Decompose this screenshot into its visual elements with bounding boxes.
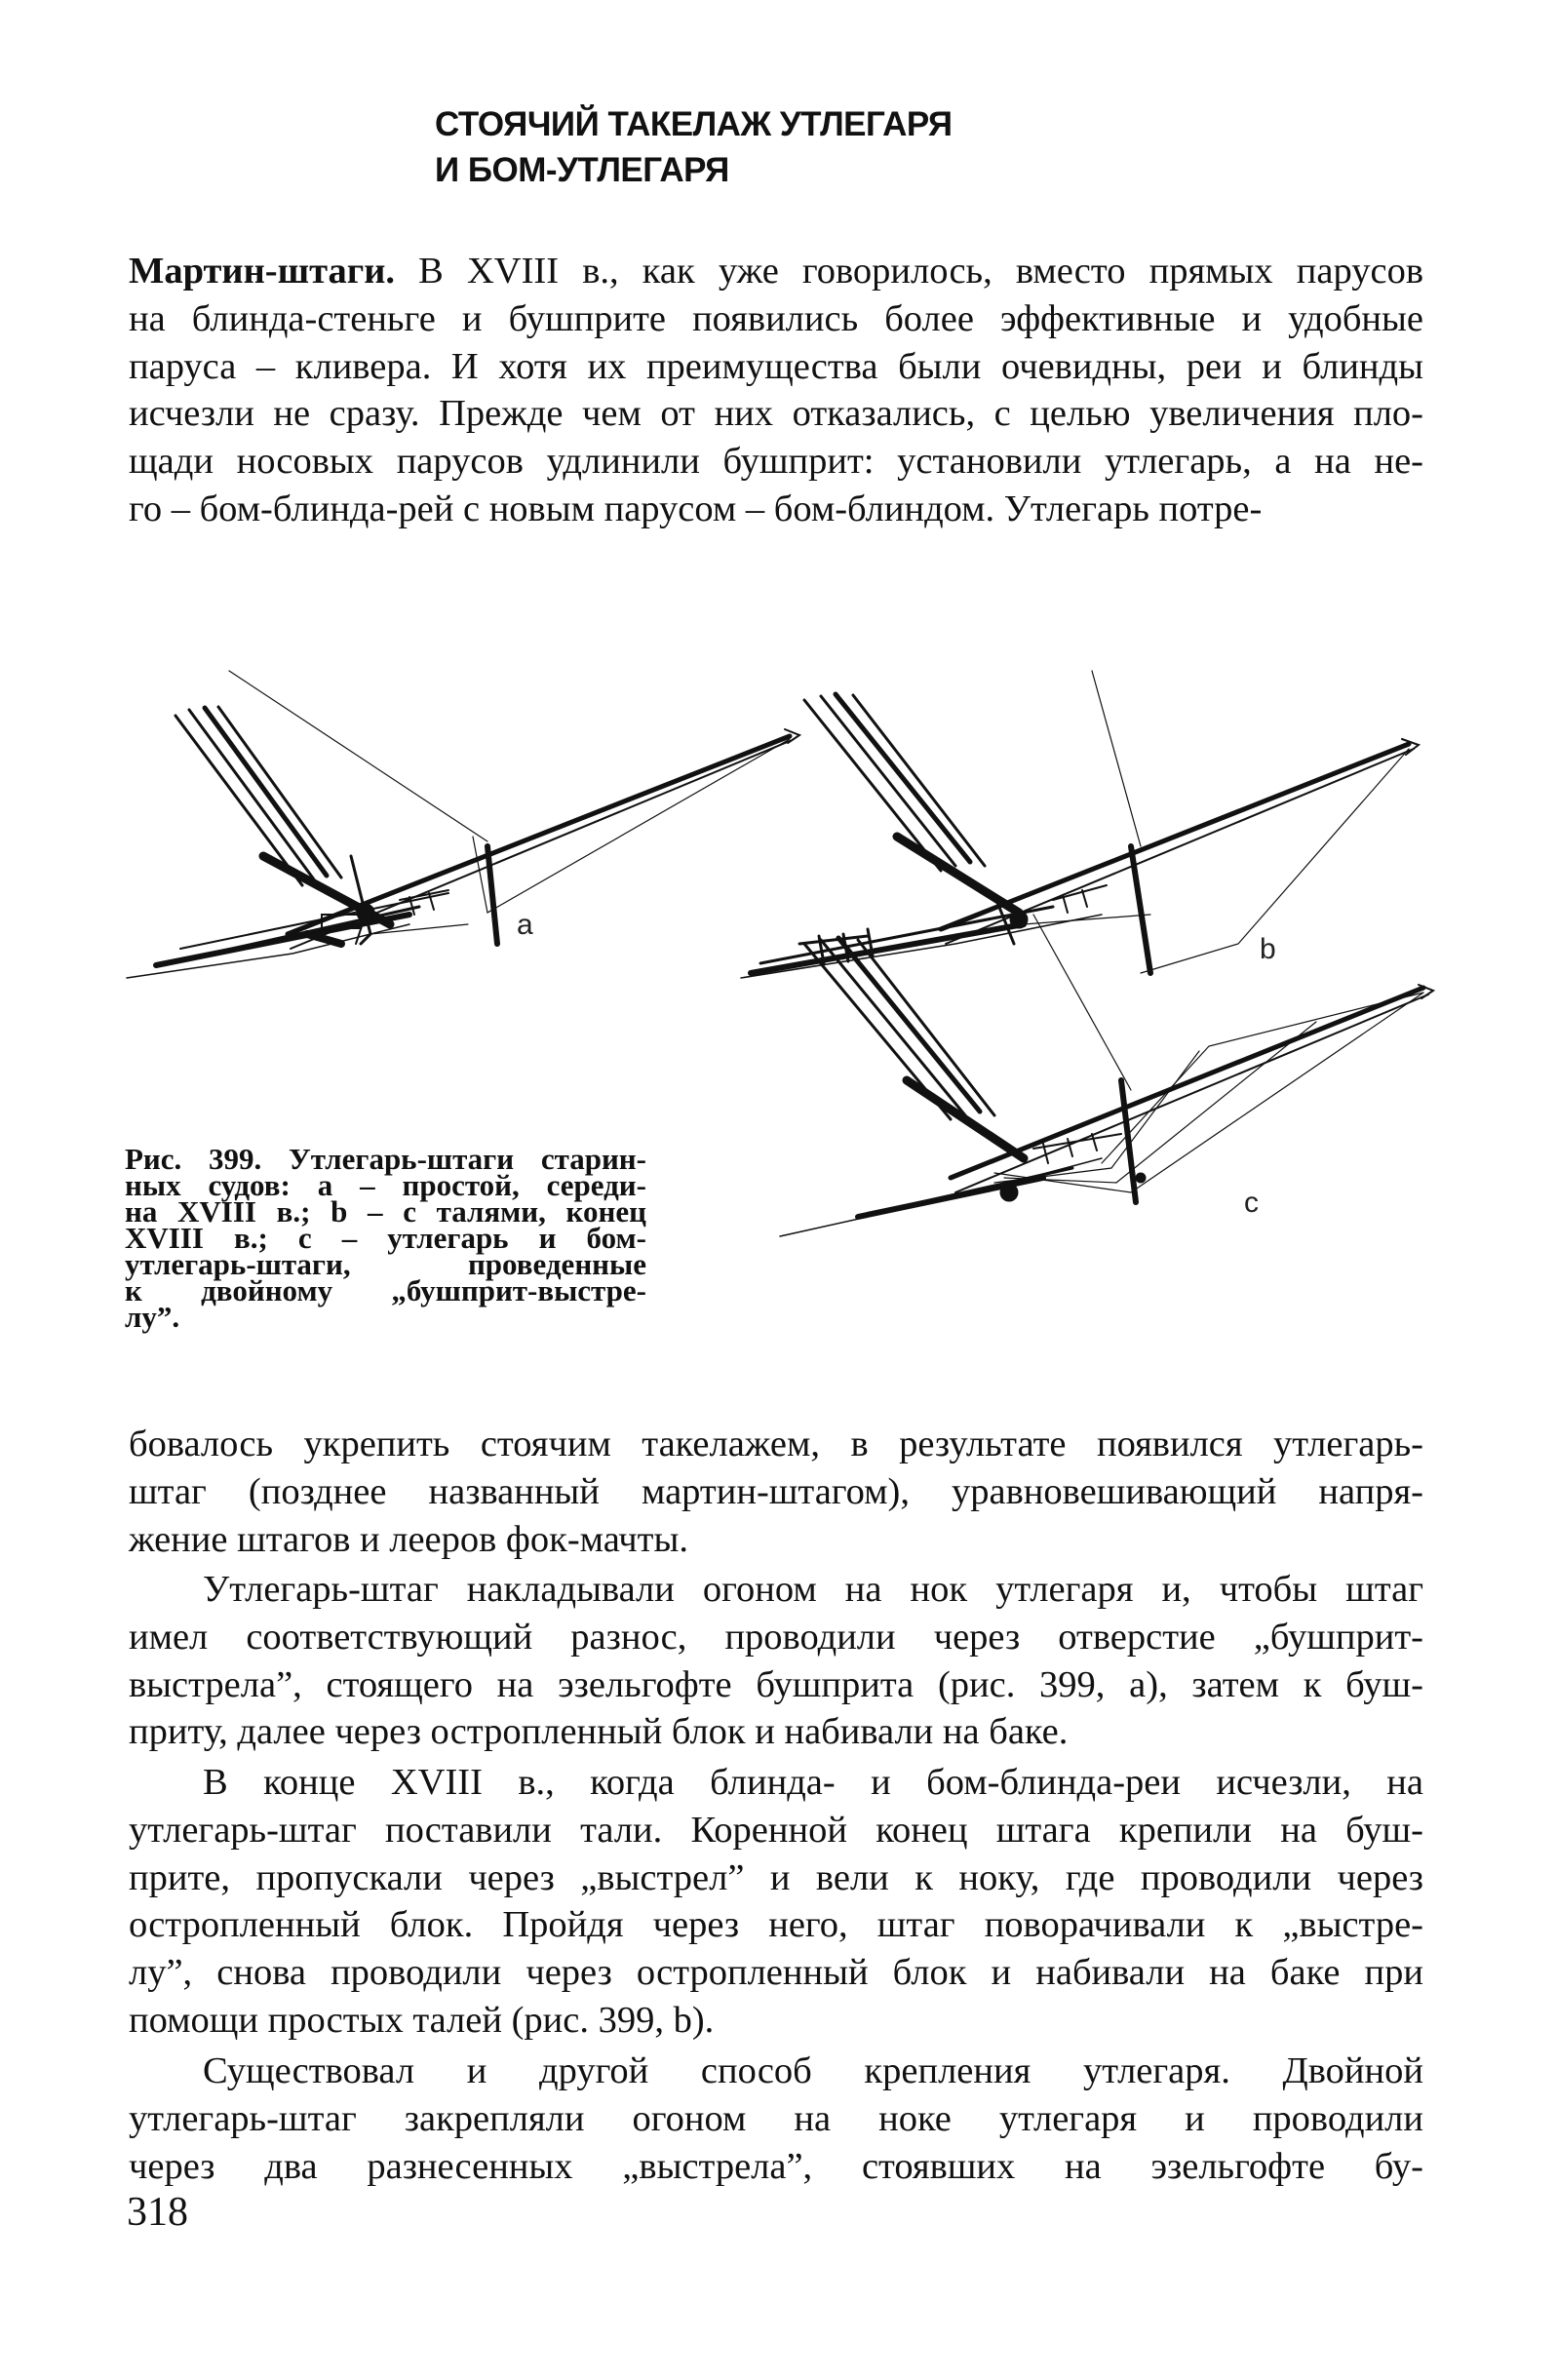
paragraph-line: Утлегарь-штаг накладывали огоном на нок утлегаря и, чтобы штаг (203, 1569, 1423, 1610)
paragraph-line: паруса – кливера. И хотя их преимущества были очевидны, реи и блинды (129, 345, 1423, 387)
heading-line-2: И БОМ-УТЛЕГАРЯ (435, 151, 729, 189)
caption-line: ных судов: a – простой, середи- (125, 1168, 646, 1202)
paragraph-line: имел соответствующий разнос, проводили через отверстие „бушприт- (129, 1616, 1423, 1658)
paragraph-line: прите, пропускали через „выстрел” и вели к ноку, где проводили через (129, 1856, 1423, 1898)
paragraph-4 (129, 1759, 1423, 2045)
paragraph-line: го – бом-блинда-рей с новым парусом – бом-блиндом. Утлегарь потре- (129, 488, 1263, 529)
section-heading (435, 101, 1117, 193)
paragraph-line: Существовал и другой способ крепления утлегаря. Двойной (203, 2050, 1423, 2091)
paragraph-line: выстрела”, стоящего на эзельгофте бушприта (рис. 399, a), затем к буш- (129, 1663, 1423, 1705)
figure-label-b: b (1260, 933, 1276, 965)
page-number: 318 (127, 2190, 188, 2235)
paragraph-line: остропленный блок. Пройдя через него, штаг поворачивали к „выстре- (129, 1904, 1423, 1946)
paragraph-line (129, 248, 1423, 295)
paragraph-line: лу”, снова проводили через остропленный блок и набивали на баке при (129, 1952, 1423, 1994)
paragraph-5 (129, 2048, 1423, 2190)
caption-line: к двойному „бушприт-выстре- (125, 1273, 646, 1307)
paragraph-line: на блинда-стеньге и бушприте появились более эффективные и удобные (129, 297, 1423, 339)
figure-label-a: a (517, 909, 533, 941)
lead-term: Мартин-штаги. (129, 251, 396, 292)
paragraph-line: штаг (позднее названный мартин-штагом), уравновешивающий напря- (129, 1470, 1423, 1512)
paragraph-line: исчезли не сразу. Прежде чем от них отказались, с целью увеличения пло- (129, 393, 1423, 435)
caption-line: на XVIII в.; b – с талями, конец (125, 1194, 646, 1229)
paragraph-line: приту, далее через остропленный блок и набивали на баке. (129, 1711, 1069, 1753)
caption-line: Рис. 399. Утлегарь-штаги старин- (125, 1142, 646, 1176)
figure-caption (125, 1142, 646, 1334)
paragraph-line: бовалось укрепить стоячим такелажем, в результате появился утлегарь- (129, 1424, 1423, 1464)
heading-line-1: СТОЯЧИЙ ТАКЕЛАЖ УТЛЕГАРЯ (435, 105, 953, 143)
paragraph-line: щади носовых парусов удлинили бушприт: установили утлегарь, а на не- (129, 441, 1423, 483)
paragraph-line: утлегарь-штаг закрепляли огоном на ноке утлегаря и проводили (129, 2097, 1423, 2139)
figure-label-c: c (1244, 1187, 1259, 1219)
paragraph-line: утлегарь-штаг поставили тали. Коренной конец штага крепили на буш- (129, 1809, 1423, 1851)
caption-line: лу”. (125, 1300, 180, 1334)
paragraph-2 (129, 1421, 1423, 1563)
paragraph-line: через два разнесенных „выстрела”, стоявших на эзельгофте бу- (129, 2145, 1423, 2187)
paragraph-line: жение штагов и лееров фок-мачты. (129, 1518, 688, 1560)
drawing-a (127, 671, 799, 978)
caption-line: XVIII в.; c – утлегарь и бом- (125, 1221, 646, 1255)
paragraph-1 (129, 248, 1423, 533)
drawing-c (780, 915, 1433, 1236)
drawing-b (741, 671, 1419, 978)
paragraph-3 (129, 1566, 1423, 1756)
paragraph-line: В конце XVIII в., когда блинда- и бом-блинда-реи исчезли, на (203, 1762, 1423, 1803)
paragraph-line: помощи простых талей (рис. 399, b). (129, 1999, 715, 2041)
line-text: В XVIII в., как уже говорилось, вместо прямых парусов (395, 251, 1423, 292)
caption-line: утлегарь-штаги, проведенные (125, 1247, 646, 1281)
